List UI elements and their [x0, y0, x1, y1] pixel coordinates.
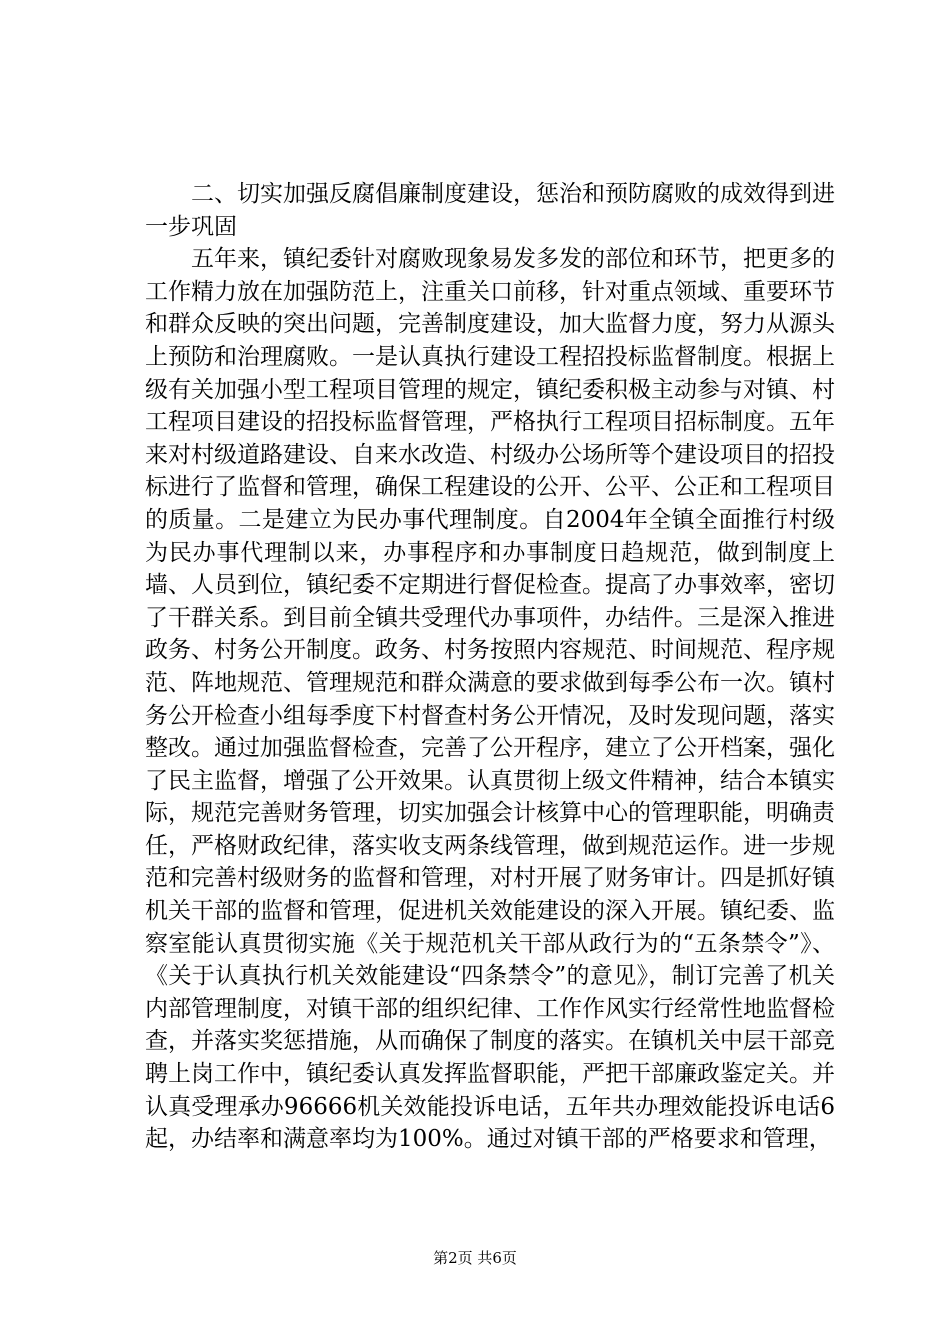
page-number: 第2页 共6页 [433, 1249, 517, 1267]
document-body [145, 178, 835, 1156]
section-heading: 二、切实加强反腐倡廉制度建设，惩治和预防腐败的成效得到进一步巩固 [145, 181, 835, 240]
body-paragraph: 五年来，镇纪委针对腐败现象易发多发的部位和环节，把更多的工作精力放在加强防范上，注重关口前移，针对重点领域、重要环节和群众反映的突出问题，完善制度建设，加大监督力度，努力从源头上预防和治理腐败。一是认真执行建设工程招投标监督制度。根据上级有关加强小型工程项目管理的规定，镇纪委积极主动参与对镇、村工程项目建设的招投标监督管理，严格执行工程项目招标制度。五年来对村级道路建设、自来水改造、村级办公场所等个建设项目的招投标进行了监督和管理，确保工程建设的公开、公平、公正和工程项目的质量。二是建立为民办事代理制度。自2004年全镇全面推行村级为民办事代理制以来，办事程序和办事制度日趋规范，做到制度上墙、人员到位，镇纪委不定期进行督促检查。提高了办事效率，密切了干群关系。到目前全镇共受理代办事项件，办结件。三是深入推进政务、村务公开制度。政务、村务按照内容规范、时间规范、程序规范、阵地规范、管理规范和群众满意的要求做到每季公布一次。镇村务公开检查小组每季度下村督查村务公开情况，及时发现问题，落实整改。通过加强监督检查，完善了公开程序，建立了公开档案，强化了民主监督，增强了公开效果。认真贯彻上级文件精神，结合本镇实际，规范完善财务管理，切实加强会计核算中心的管理职能，明确责任，严格财政纪律，落实收支两条线管理，做到规范运作。进一步规范和完善村级财务的监督和管理，对村开展了财务审计。四是抓好镇机关干部的监督和管理，促进机关效能建设的深入开展。镇纪委、监察室能认真贯彻实施《关于规范机关干部从政行为的“五条禁令”》、《关于认真执行机关效能建设“四条禁令”的意见》，制订完善了机关内部管理制度，对镇干部的组织纪律、工作作风实行经常性地监督检查，并落实奖惩措施，从而确保了制度的落实。在镇机关中层干部竞聘上岗工作中，镇纪委认真发挥监督职能，严把干部廉政鉴定关。并认真受理承办96666机关效能投诉电话，五年共办理效能投诉电话6起，办结率和满意率均为100%。通过对镇干部的严格要求和管理， [145, 246, 835, 1153]
